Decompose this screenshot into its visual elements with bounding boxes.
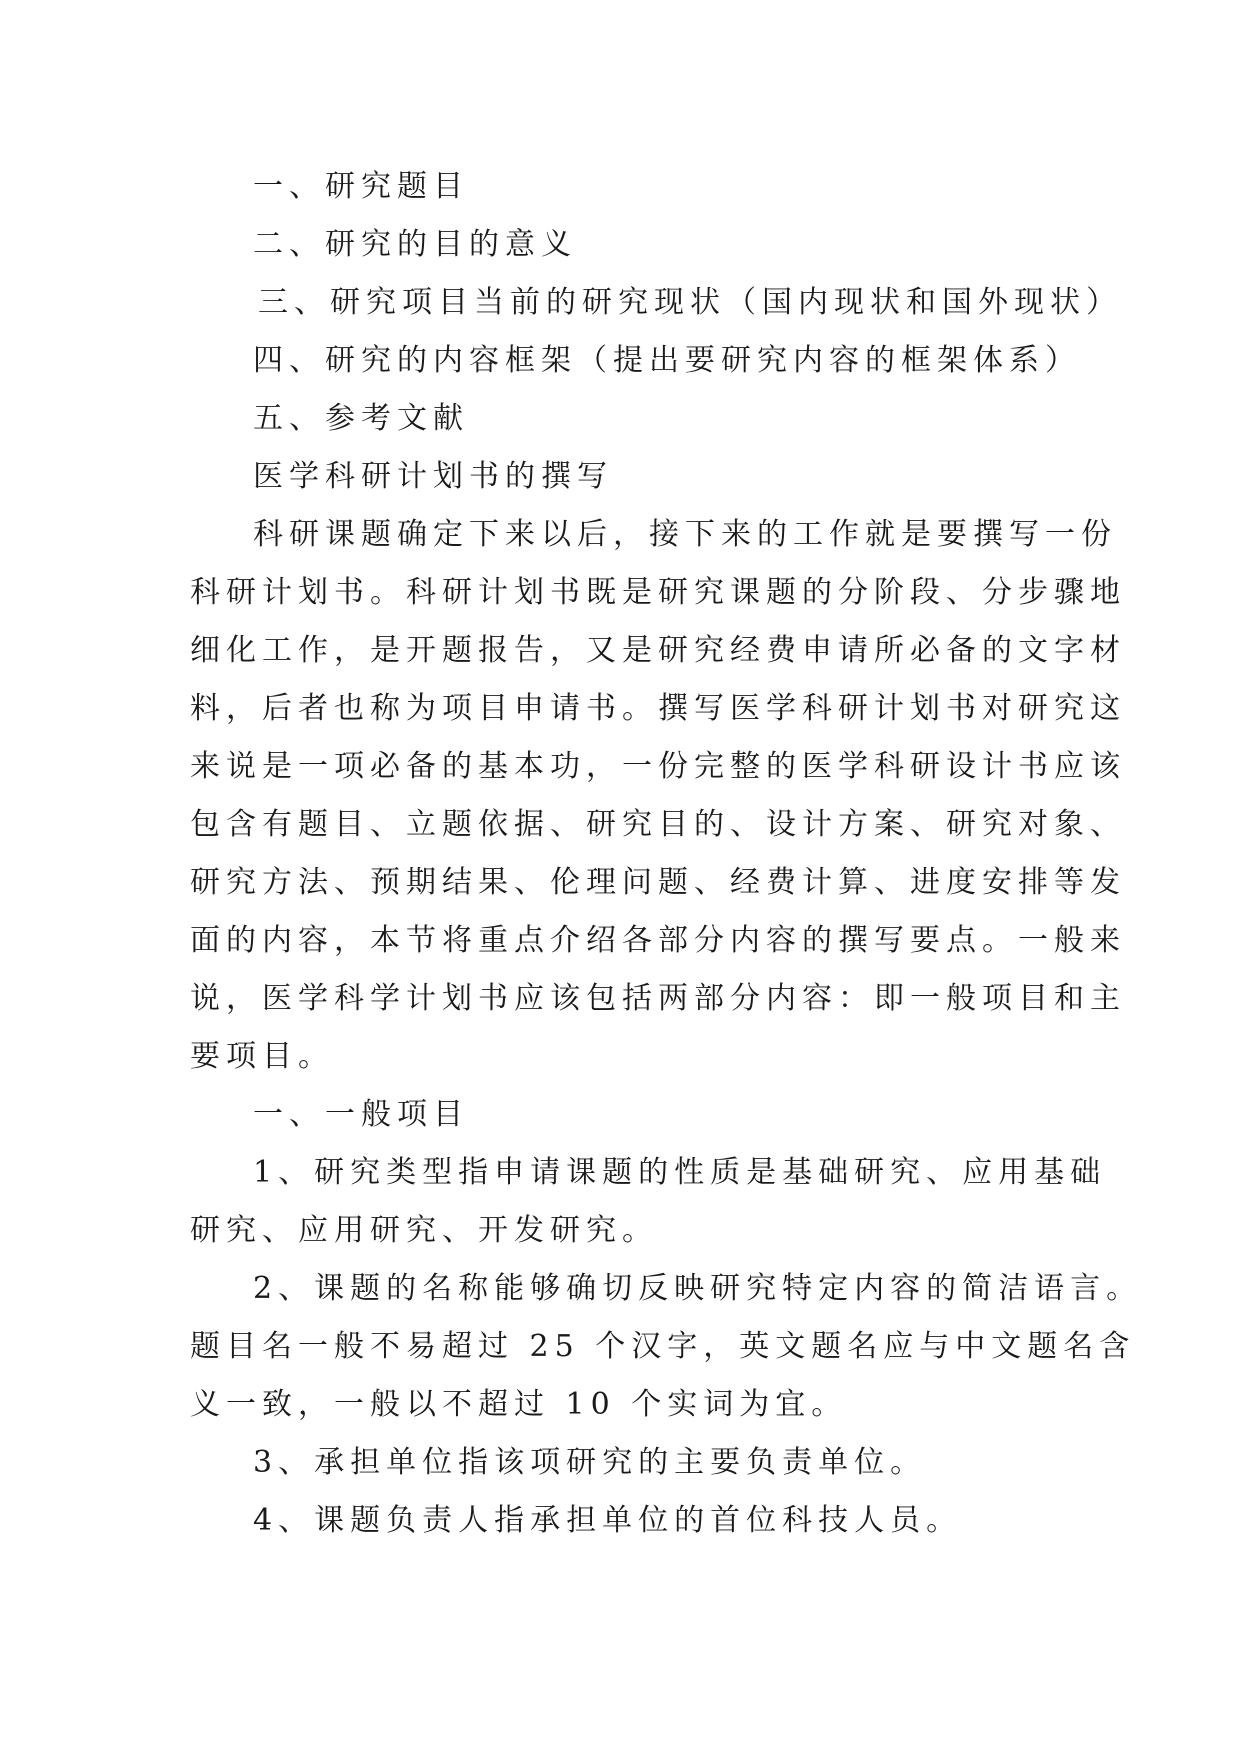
section-heading: 医学科研计划书的撰写 [253,459,613,494]
paragraph-line: 科研课题确定下来以后，接下来的工作就是要撰写一份 [253,517,1117,552]
paragraph-line: 细化工作，是开题报告，又是研究经费申请所必备的文字材 [190,633,1126,668]
outline-item-5: 五、参考文献 [253,401,469,436]
subsection-heading: 一、一般项目 [253,1097,469,1132]
list-item-4: 4、课题负责人指承担单位的首位科技人员。 [253,1503,963,1538]
list-item-1-cont: 研究、应用研究、开发研究。 [190,1213,658,1248]
list-item-3: 3、承担单位指该项研究的主要负责单位。 [253,1445,927,1480]
outline-item-1: 一、研究题目 [253,169,469,204]
document-body [190,158,1143,1550]
list-item-2-cont: 义一致，一般以不超过 10 个实词为宜。 [190,1387,848,1422]
paragraph-line: 研究方法、预期结果、伦理问题、经费计算、进度安排等发 [190,865,1126,900]
paragraph-line: 科研计划书。科研计划书既是研究课题的分阶段、分步骤地 [190,575,1126,610]
outline-item-4: 四、研究的内容框架（提出要研究内容的框架体系） [253,343,1081,378]
outline-item-3: 三、研究项目当前的研究现状（国内现状和国外现状） [258,285,1122,320]
paragraph-line: 来说是一项必备的基本功，一份完整的医学科研设计书应该 [190,749,1126,784]
outline-item-2: 二、研究的目的意义 [253,227,577,262]
paragraph-line: 料，后者也称为项目申请书。撰写医学科研计划书对研究这 [190,691,1126,726]
list-item-2: 2、课题的名称能够确切反映研究特定内容的简洁语言。 [253,1271,1143,1306]
paragraph-line: 包含有题目、立题依据、研究目的、设计方案、研究对象、 [190,807,1126,842]
paragraph-line: 说，医学科学计划书应该包括两部分内容：即一般项目和主 [190,981,1126,1016]
list-item-1: 1、研究类型指申请课题的性质是基础研究、应用基础 [253,1155,1107,1190]
paragraph-line: 面的内容，本节将重点介绍各部分内容的撰写要点。一般来 [190,923,1126,958]
paragraph-line: 要项目。 [190,1039,334,1074]
list-item-2-cont: 题目名一般不易超过 25 个汉字，英文题名应与中文题名含 [190,1329,1136,1364]
